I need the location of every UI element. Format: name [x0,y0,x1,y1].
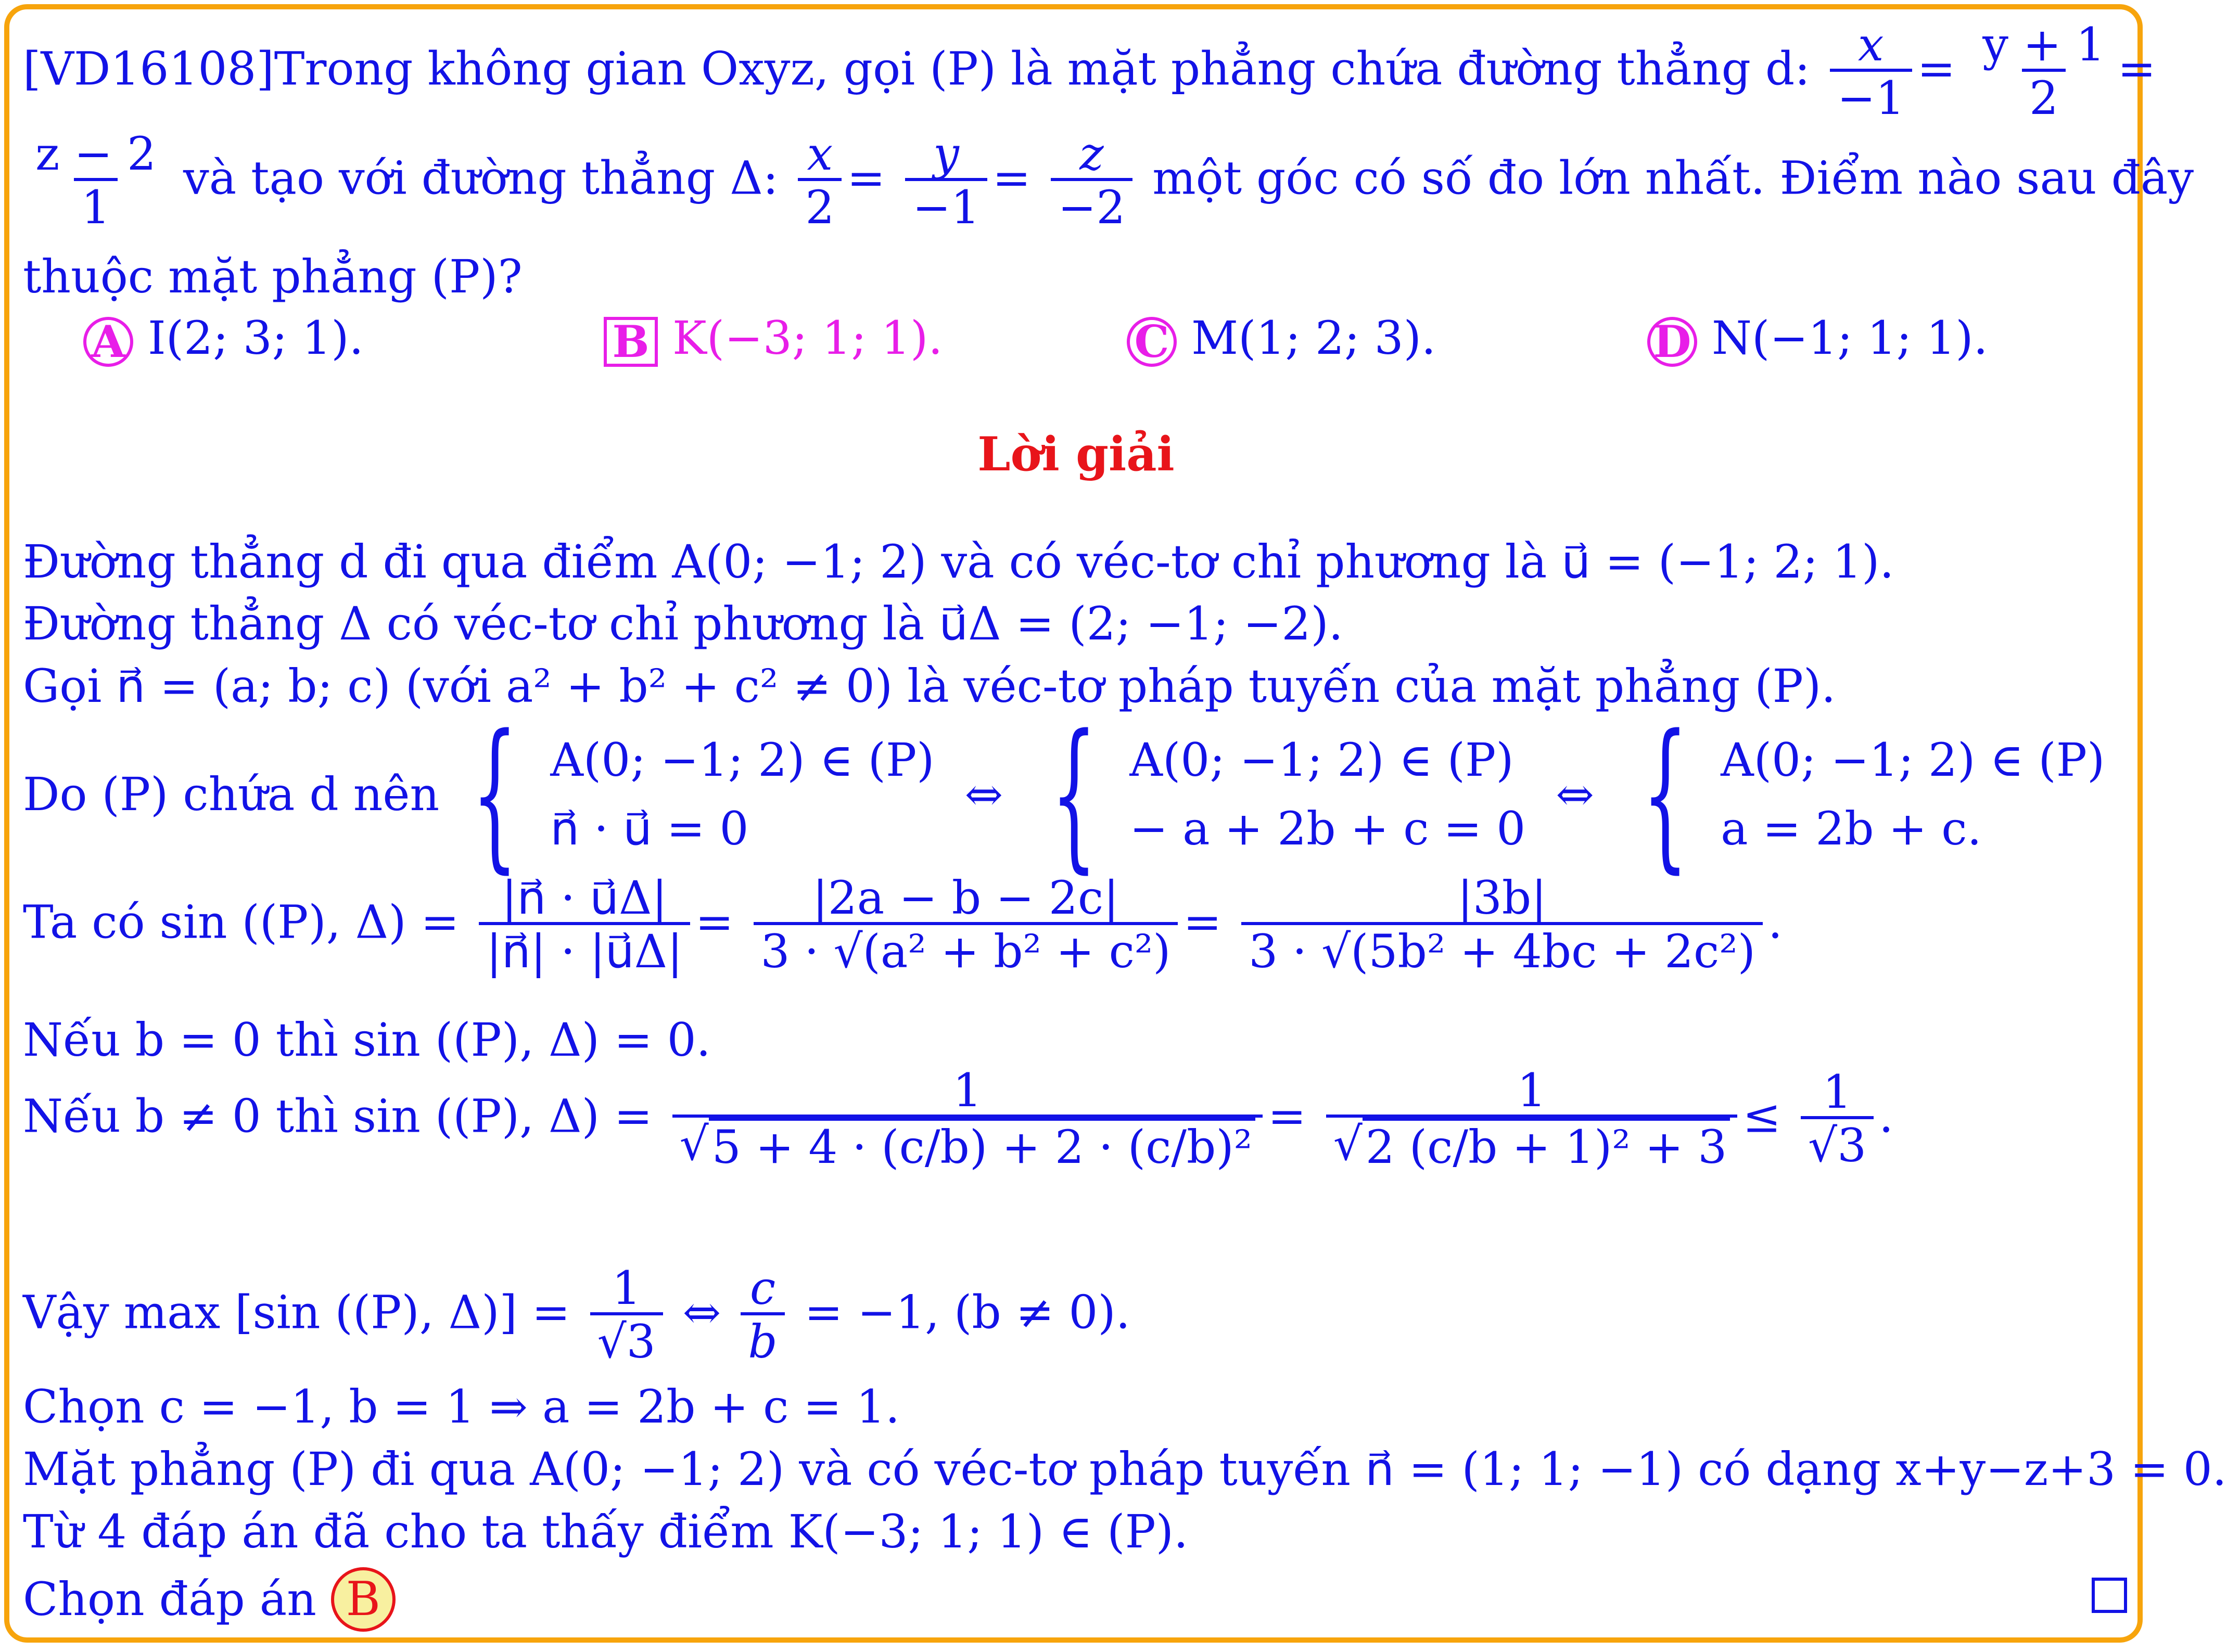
system-1: A(0; −1; 2) ∈ (P) n⃗ · u⃗ = 0 [550,733,935,855]
solution-line-10: Mặt phẳng (P) đi qua A(0; −1; 2) và có véc-tơ pháp tuyến n⃗ = (1; 1; −1) có dạng x+y−z+3 = 0. [23,1442,2227,1496]
fraction: $\frac{|n⃗ \cdot u⃗\Delta|}{|n⃗| \cdot |u⃗\Delta|}$ [479,874,690,978]
fraction: $\frac{|3b|}{\text{3 · √(5b² + 4bc + 2c²)}}$ [1241,874,1763,978]
fraction: $\frac{y + 1}{2}$ [1982,18,2105,125]
fraction: $\frac{z}{-2}$ [1051,130,1133,234]
left-brace: { [1642,700,1688,888]
solution-line-12: Chọn đáp án B [23,1567,396,1632]
fraction: $\frac{y}{-1}$ [905,130,987,234]
option-d[interactable]: D N(−1; 1; 1). [1647,315,1988,367]
option-a-marker: A [83,317,133,367]
fraction: $\frac{z - 2}{1}$ [35,127,157,235]
solution-line-7: Nếu b ≠ 0 thì sin ((P), Δ) = 1 √ 5 + 4 · (c/b) + 2 · (c/b)² = 1 √ 2 (c/b + 1)² + 3 ≤ $\frac{1}{√3}$ . [23,1064,1894,1174]
left-brace: { [1051,700,1098,888]
fraction: $\frac{|2a - b - 2c|}{\text{3 · √(a² + b² + c²)}}$ [754,874,1178,978]
solution-line-1: Đường thẳng d đi qua điểm A(0; −1; 2) và có véc-tơ chỉ phương là u⃗ = (−1; 2; 1). [23,535,1894,588]
option-d-marker: D [1647,317,1697,367]
system-3: A(0; −1; 2) ∈ (P) a = 2b + c. [1721,733,2105,855]
solution-line-11: Từ 4 đáp án đã cho ta thấy điểm K(−3; 1; 1) ∈ (P). [23,1505,1188,1558]
fraction: $\frac{x}{-1}$ [1830,21,1912,125]
problem-line-1: [VD16108]Trong không gian Oxyz, gọi (P) là mặt phẳng chứa đường thẳng d: $\frac{x}{-1}$ = $\frac{y + 1}{2}$ = [23,18,2156,125]
fraction: 1 √ 5 + 4 · (c/b) + 2 · (c/b)² [672,1067,1263,1174]
solution-line-9: Chọn c = −1, b = 1 ⇒ a = 2b + c = 1. [23,1380,900,1433]
fraction: $\frac{x}{2}$ [798,130,842,234]
problem-line-2: $\frac{z - 2}{1}$ và tạo với đường thẳng Δ: $\frac{x}{2}$ = $\frac{y}{-1}$ = $\frac{z}{-2}$ một góc có số đo lớn nhất. Điểm nào sau đây [23,130,2194,234]
solution-line-8: Vậy max [sin ((P), Δ)] = $\frac{1}{√3}$ ⇔ $\frac{c}{b}$ = −1, (b ≠ 0). [23,1261,1130,1369]
solution-line-6: Nếu b = 0 thì sin ((P), Δ) = 0. [23,1013,711,1067]
solution-line-3: Gọi n⃗ = (a; b; c) (với a² + b² + c² ≠ 0) là véc-tơ pháp tuyến của mặt phẳng (P). [23,659,1836,713]
qed-square-icon [2092,1578,2127,1613]
fraction: $\frac{1}{√3}$ [590,1264,663,1368]
answer-badge: B [331,1567,396,1632]
option-b[interactable]: B K(−3; 1; 1). [604,315,943,367]
fraction: 1 √ 2 (c/b + 1)² + 3 [1326,1067,1738,1174]
solution-title: Lời giải [977,427,1175,482]
left-brace: { [472,700,518,888]
option-c[interactable]: C M(1; 2; 3). [1127,315,1436,367]
solution-line-5: Ta có sin ((P), Δ) = $\frac{|n⃗ \cdot u⃗\Delta|}{|n⃗| \cdot |u⃗\Delta|}$ = $\frac{|2a - b - 2c|}{\text{3 · √(a² + b² + c²)}}$ = $\frac{|3b|}{\text{3 · √(5b² + 4bc + 2c²)}}$ . [23,871,1783,979]
fraction: $\frac{c}{b}$ [741,1264,784,1368]
solution-line-4: Do (P) chứa d nên { A(0; −1; 2) ∈ (P) n⃗ · u⃗ = 0 ⇔ { A(0; −1; 2) ∈ (P) − a + 2b + c = 0 ⇔ { A(0; −1; 2) ∈ (P) a = 2b + c. [23,700,2105,888]
solution-line-2: Đường thẳng Δ có véc-tơ chỉ phương là u⃗Δ = (2; −1; −2). [23,597,1343,650]
option-a[interactable]: A I(2; 3; 1). [83,315,364,367]
problem-line-3: thuộc mặt phẳng (P)? [23,250,523,303]
option-b-marker: B [604,317,658,367]
fraction: $\frac{1}{√3}$ [1801,1068,1874,1172]
system-2: A(0; −1; 2) ∈ (P) − a + 2b + c = 0 [1129,733,1526,855]
option-c-marker: C [1127,317,1177,367]
